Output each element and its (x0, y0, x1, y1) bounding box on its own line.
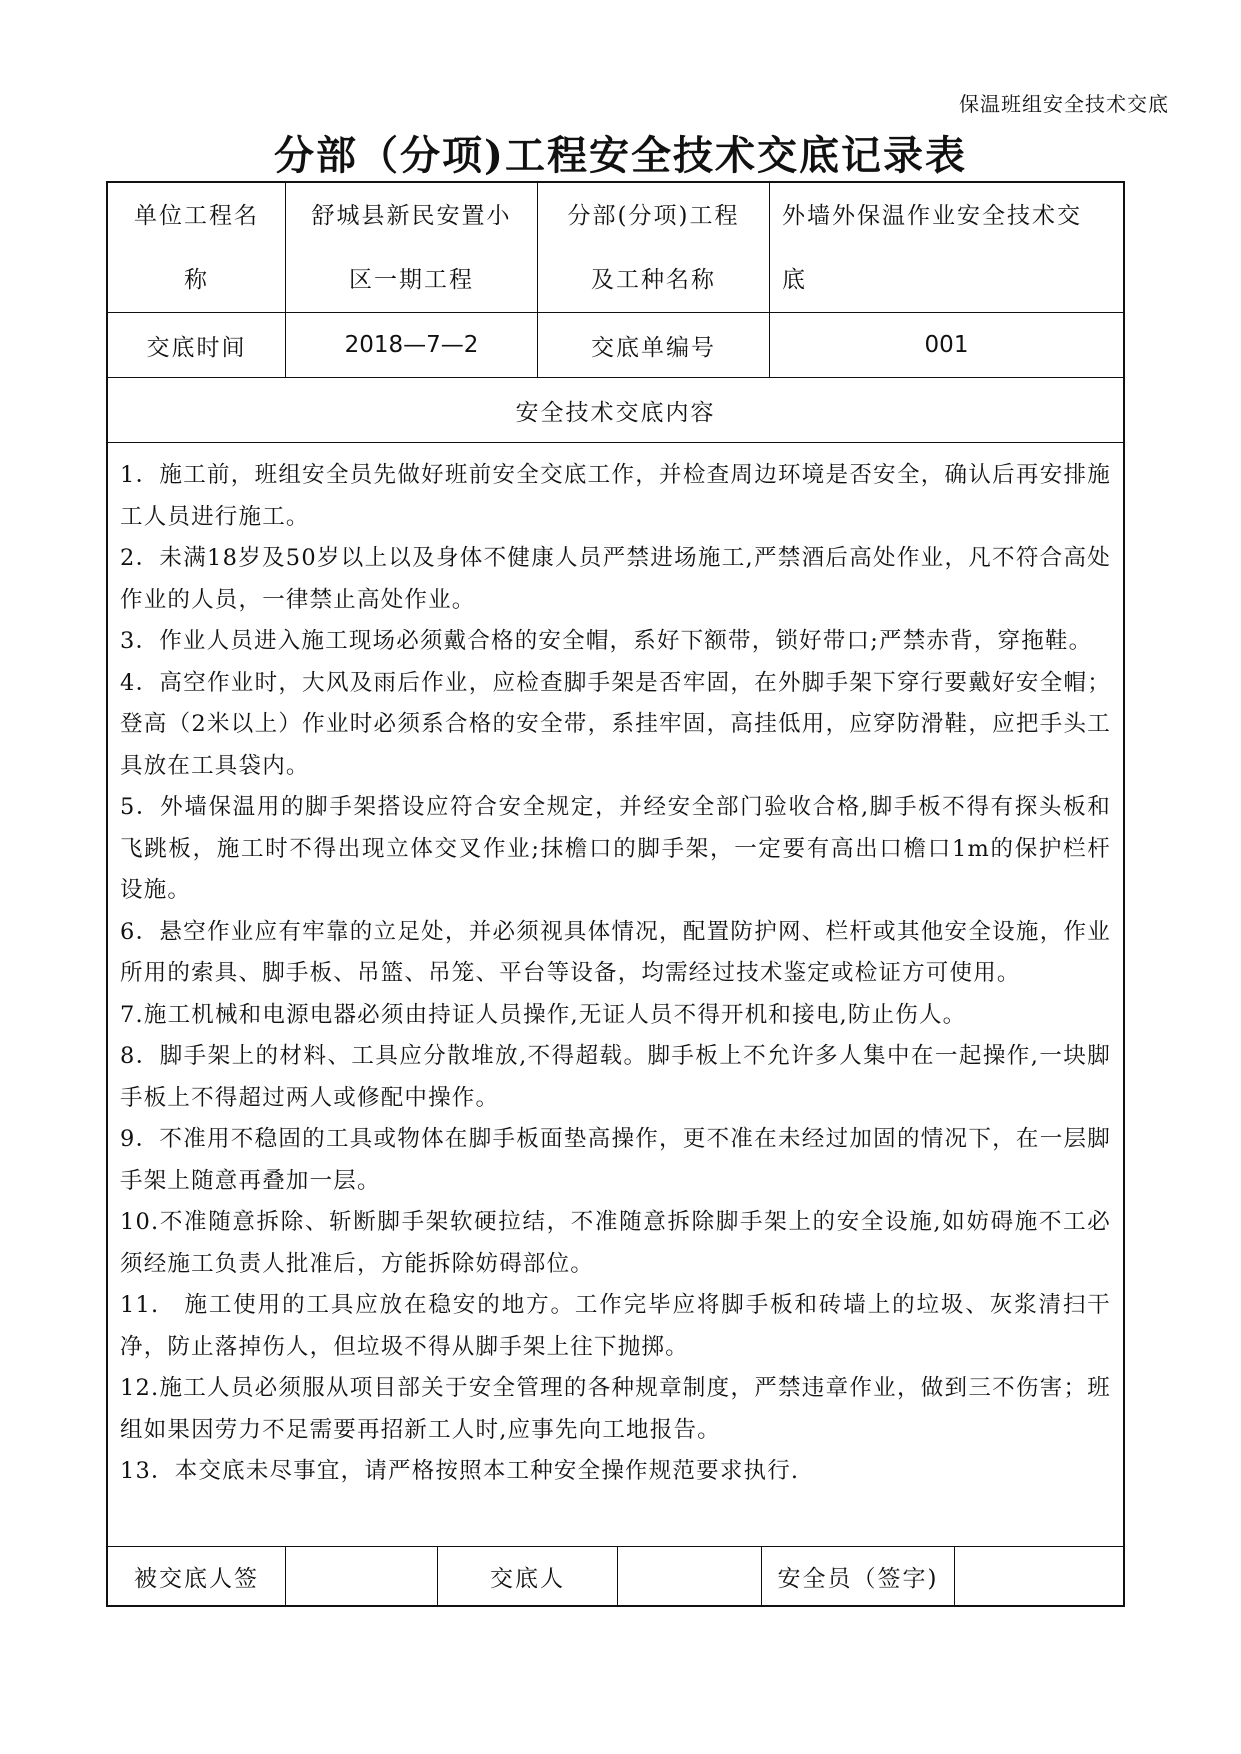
sub-project-label-line2: 及工种名称 (591, 266, 716, 293)
list-item: 12.施工人员必须服从项目部关于安全管理的各种规章制度，严禁违章作业，做到三不伤害；班组如果因劳力不足需要再招新工人时,应事先向工地报告。 (120, 1375, 1111, 1443)
sub-project-value-line1: 外墙外保温作业安全技术交 (782, 202, 1082, 229)
list-item: 8．脚手架上的材料、工具应分散堆放,不得超载。脚手板上不允许多人集中在一起操作,一块脚手板上不得超过两人或修配中操作。 (120, 1043, 1111, 1111)
list-item: 4．高空作业时，大风及雨后作业，应检查脚手架是否牢固，在外脚手架下穿行要戴好安全帽；登高（2米以上）作业时必须系合格的安全带，系挂牢固，高挂低用，应穿防滑鞋，应把手头工具放在工具袋内。 (120, 669, 1111, 779)
list-item: 9．不准用不稳固的工具或物体在脚手板面垫高操作，更不准在未经过加固的情况下，在一层脚手架上随意再叠加一层。 (120, 1126, 1111, 1194)
list-item: 10.不准随意拆除、斩断脚手架软硬拉结，不准随意拆除脚手架上的安全设施,如妨碍施不工必须经施工负责人批准后，方能拆除妨碍部位。 (120, 1209, 1111, 1277)
recipient-signature-label-text: 被交底人签 (134, 1565, 259, 1592)
list-item: 5．外墙保温用的脚手架搭设应符合安全规定，并经安全部门验收合格,脚手板不得有探头板和飞跳板，施工时不得出现立体交叉作业;抹檐口的脚手架，一定要有高出口檐口1m的保护栏杆设施。 (120, 794, 1111, 903)
list-item: 7.施工机械和电源电器必须由持证人员操作,无证人员不得开机和接电,防止伤人。 (120, 1001, 967, 1028)
section-heading-text: 安全技术交底内容 (515, 399, 716, 426)
list-item: 11. 施工使用的工具应放在稳安的地方。工作完毕应将脚手板和砖墙上的垃圾、灰浆清扫干净，防止落掉伤人，但垃圾不得从脚手架上往下抛掷。 (120, 1292, 1111, 1360)
briefing-time-label (108, 313, 286, 378)
recipient-signature-field[interactable] (286, 1547, 438, 1605)
safety-officer-label (762, 1547, 955, 1605)
safety-officer-label-text: 安全员（签字) (777, 1565, 939, 1592)
sub-project-value (770, 183, 1123, 313)
unit-project-label-line1: 单位工程名 (134, 202, 259, 229)
unit-project-label-line2: 称 (184, 266, 209, 293)
list-item: 3．作业人员进入施工现场必须戴合格的安全帽，系好下额带，锁好带口;严禁赤背，穿拖鞋。 (120, 628, 1093, 654)
briefing-number-value (770, 313, 1123, 378)
safety-officer-signature-field[interactable] (955, 1547, 1123, 1605)
briefing-time-value-text: 2018—7—2 (344, 332, 479, 358)
record-table (106, 181, 1125, 1607)
briefer-label (438, 1547, 618, 1605)
briefing-time-label-text: 交底时间 (146, 334, 247, 361)
unit-project-value-line1: 舒城县新民安置小 (311, 202, 512, 229)
briefing-content (108, 443, 1123, 1547)
section-heading (108, 378, 1123, 443)
sub-project-label (538, 183, 770, 313)
document-title: 分部（分项)工程安全技术交底记录表 (274, 132, 967, 179)
briefer-label-text: 交底人 (490, 1565, 565, 1592)
briefing-number-label (538, 313, 770, 378)
sub-project-label-line1: 分部(分项)工程 (567, 202, 740, 229)
header-note: 保温班组安全技术交底 (959, 92, 1169, 116)
briefing-number-value-text: 001 (924, 332, 969, 358)
briefing-number-label-text: 交底单编号 (591, 334, 716, 361)
unit-project-value-line2: 区一期工程 (349, 266, 474, 293)
list-item: 1．施工前，班组安全员先做好班前安全交底工作，并检查周边环境是否安全，确认后再安排施工人员进行施工。 (120, 462, 1111, 530)
list-item: 6．悬空作业应有牢靠的立足处，并必须视具体情况，配置防护网、栏杆或其他安全设施，作业所用的索具、脚手板、吊篮、吊笼、平台等设备，均需经过技术鉴定或检证方可使用。 (120, 918, 1111, 986)
recipient-signature-label (108, 1547, 286, 1605)
briefer-signature-field[interactable] (618, 1547, 762, 1605)
sub-project-value-line2: 底 (782, 266, 807, 293)
list-item: 2．未满18岁及50岁以上以及身体不健康人员严禁进场施工,严禁酒后高处作业，凡不符合高处作业的人员，一律禁止高处作业。 (120, 545, 1111, 613)
unit-project-value (286, 183, 538, 313)
list-item: 13．本交底未尽事宜，请严格按照本工种安全操作规范要求执行. (120, 1458, 800, 1484)
briefing-time-value (286, 313, 538, 378)
unit-project-label (108, 183, 286, 313)
